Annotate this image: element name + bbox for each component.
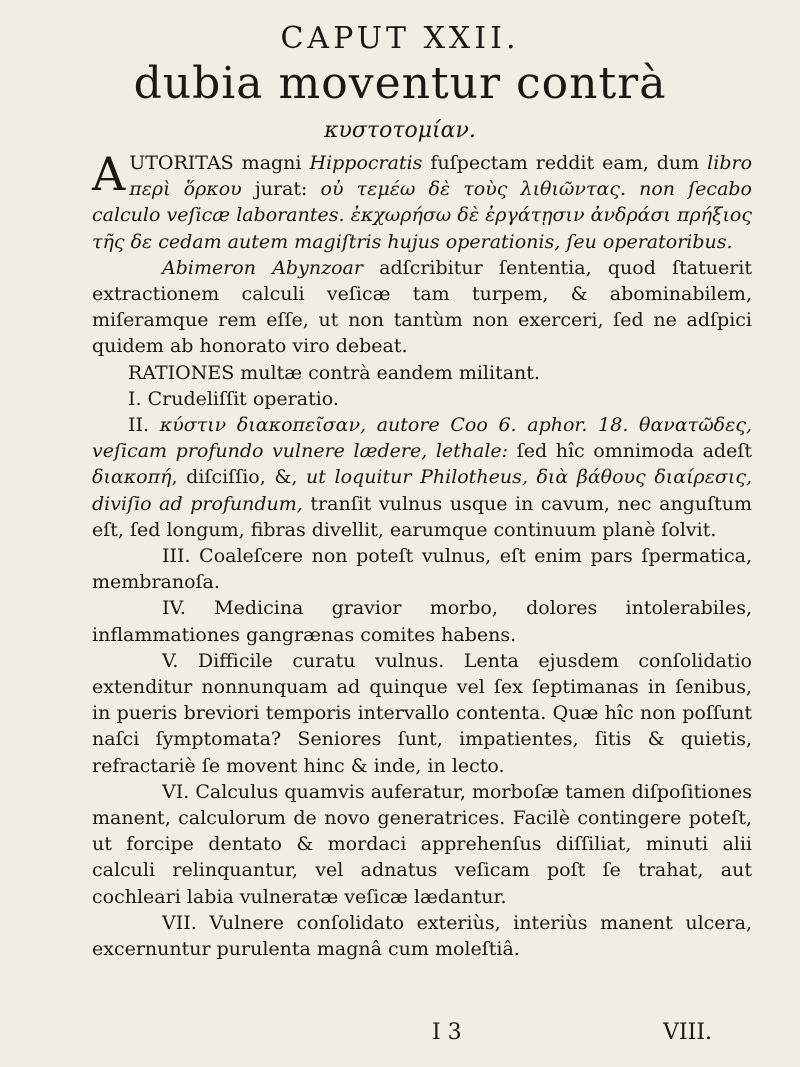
item-1: I. Crudeliſſit operatio. <box>128 387 339 410</box>
item-2-greek-2: διακοπή <box>92 466 172 489</box>
intro-paragraph <box>92 147 753 255</box>
intro-text-2: fuſpectam reddit eam, dum <box>422 152 708 174</box>
item-2 <box>92 412 752 543</box>
signature-mark: I 3 <box>432 1020 462 1045</box>
intro-text-1: UTORITAS magni <box>129 152 310 174</box>
item-7: VII. Vulnere conſolidato exteriùs, interiùs manent ulcera, excernuntur purulenta magnâ cum moleſtiâ. <box>92 911 752 961</box>
greek-title: κυστοτομίαν. <box>324 118 476 143</box>
item-2-greek-1: κύστιν διακοπεῖσαν <box>159 414 361 437</box>
item-2-italic-2: ut loquitur Philotheus, διὰ βάθους διαίρεσις, diviſio ad profundum, <box>92 466 752 515</box>
item-4: IV. Medicina gravior morbo, dolores intolerabiles, inflammationes gangrænas comites habens. <box>92 597 752 646</box>
item-5: V. Difficile curatu vulnus. Lenta ejusdem conſolidatio extenditur nonnunquam ad quinque vel ſex ſeptimanas in ſenibus, in pueris breviori temporis intervallo contenta. Quæ hîc non poſſunt naſci ſymptomata? Seniores ſunt, impatientes, ſitis & quietis, refractariè ſe movent hinc & inde, in lecto. <box>92 649 752 777</box>
libro-reference: libro περὶ ὅρκου <box>129 152 753 201</box>
item-2-lead: II. <box>128 414 160 437</box>
item-2-text-3: tranſit vulnus usque in cavum, nec anguſtum eſt, ſed longum, fibras divellit, earumque continuum planè ſolvit. <box>92 492 753 541</box>
main-text <box>92 147 753 962</box>
item-3: III. Coaleſcere non poteſt vulnus, eſt enim pars ſpermatica, membranoſa. <box>92 545 752 594</box>
rationes-line: RATIONES multæ contrà eandem militant. <box>128 361 540 384</box>
abimeron-paragraph <box>92 255 752 360</box>
abimeron-name: Abimeron Abynzoar <box>162 256 363 279</box>
greek-oath: οὐ τεμέω δὲ τοὺς λιθιῶντας. non ſecabo calculo veſicæ laborantes. ἐκχωρήσω δὲ ἐργάτῃσιν ἀνδράσι πρήξιος τῆς δε cedam autem magiſtris hujus operationis, ſeu operatoribus. <box>92 178 752 253</box>
item-6: VI. Calculus quamvis auferatur, morboſæ tamen diſpoſitiones manent, calculorum de novo generatrices. Facilè contingere poteſt, ut forcipe dentato & mordaci apprehenſus diſſiliat, minuti alii calculi relinquantur, vel adnatus veſicam poſt ſe trahat, aut cochleari labia vulneratæ veſicæ lædantur. <box>92 780 752 908</box>
hippocrates-name: Hippocratis <box>309 152 423 174</box>
page-subtitle: dubia moventur contrà <box>133 58 667 109</box>
intro-text-3: jurat: <box>241 178 321 201</box>
running-title: CAPUT XXII. <box>280 21 520 56</box>
item-2-italic-1: , autore Coo 6. aphor. 18. θανατῶδες, veſicam profundo vulnere lædere, lethale: <box>92 414 752 463</box>
page-footer <box>92 1020 752 1050</box>
catchword: VIII. <box>663 1020 712 1045</box>
item-2-text-2: , diſciſſio, &, <box>171 466 307 489</box>
drop-cap: A <box>92 147 126 201</box>
abimeron-text: adſcribitur ſententia, quod ſtatuerit extractionem calculi veſicæ tam turpem, & abominabilem, miſeramque rem eſſe, ut non tantùm non exerceri, ſed ne adſpici quidem ab honorato viro debeat. <box>92 256 753 358</box>
item-2-text-1: ſed hîc omnimoda adeſt <box>508 440 752 463</box>
